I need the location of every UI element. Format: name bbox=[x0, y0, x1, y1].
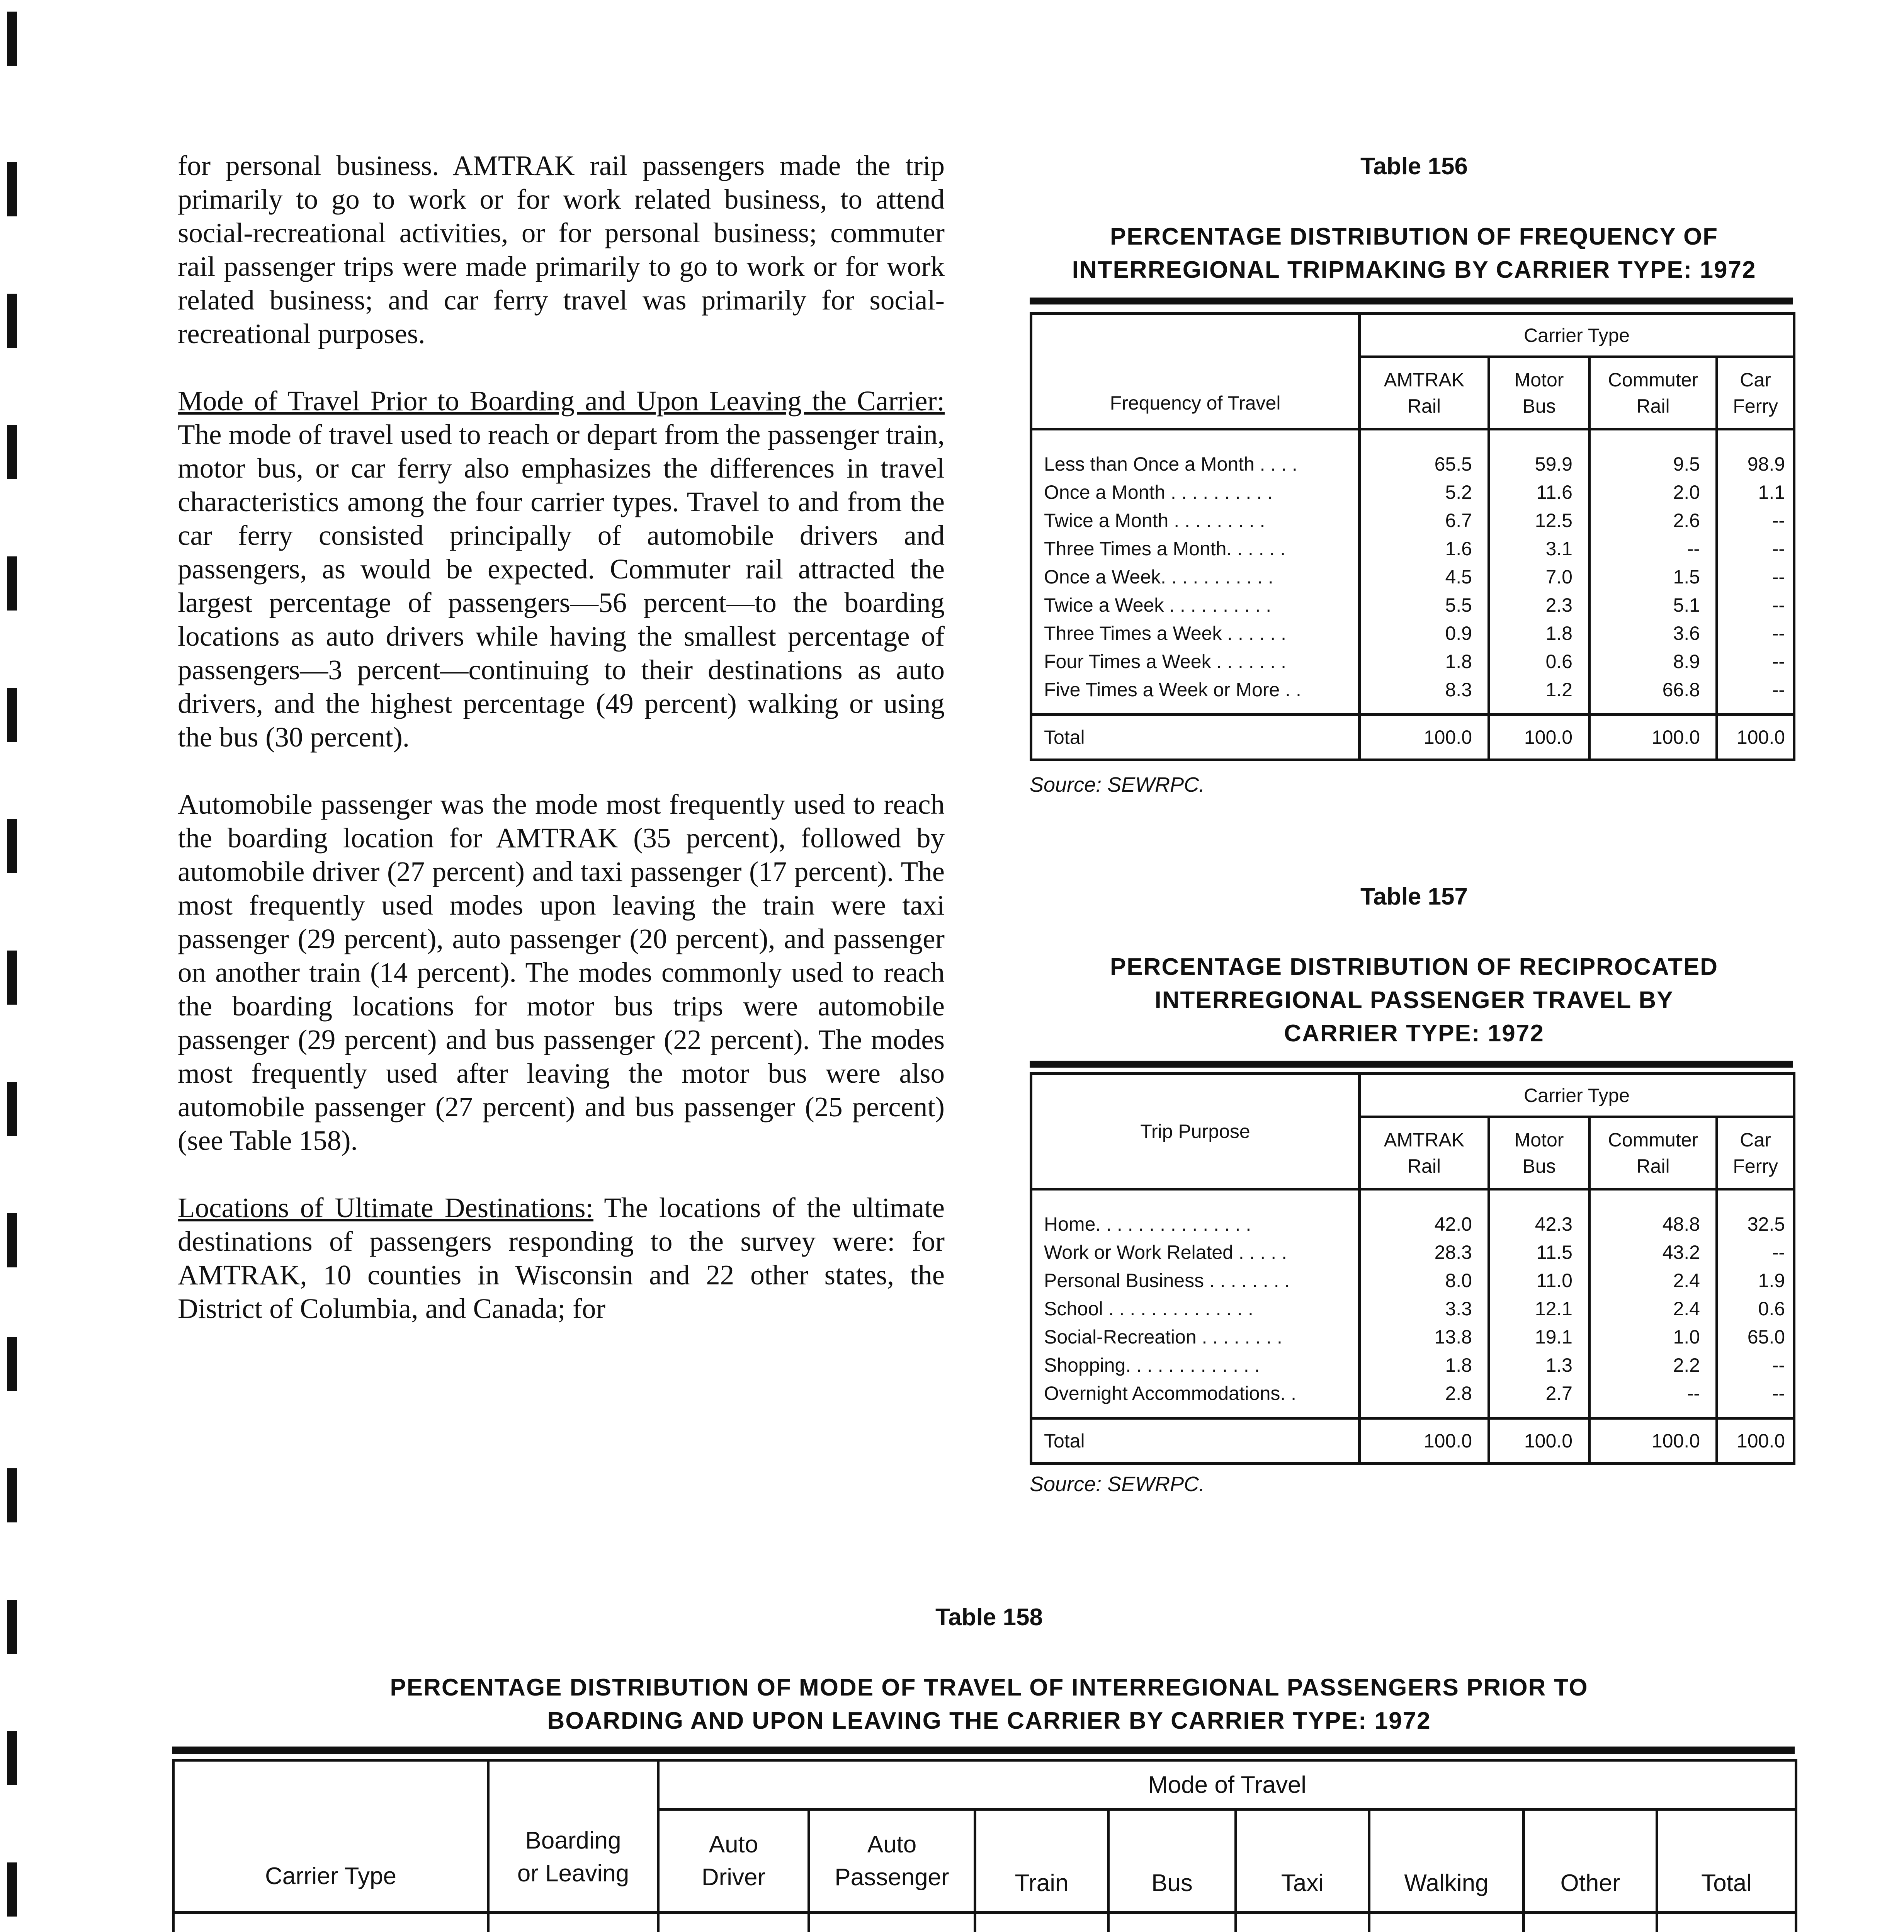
table156-total-cell: 100.0 bbox=[1360, 715, 1489, 760]
table157-row bbox=[1031, 1189, 1794, 1238]
table156-row bbox=[1031, 563, 1794, 591]
table158-boarding-leaving-cell bbox=[488, 1913, 658, 1932]
table156-title-line2: INTERREGIONAL TRIPMAKING BY CARRIER TYPE: 1972 bbox=[1072, 257, 1756, 283]
table157-group-header: Carrier Type bbox=[1360, 1074, 1794, 1117]
table157-col-car-ferry bbox=[1717, 1117, 1794, 1189]
table156 bbox=[1030, 312, 1795, 761]
paragraph-mode-of-travel bbox=[178, 384, 945, 754]
table157-cell: 12.1 bbox=[1489, 1294, 1590, 1323]
table157-row-header bbox=[1031, 1074, 1360, 1189]
table156-row bbox=[1031, 591, 1794, 619]
table156-row bbox=[1031, 534, 1794, 563]
table158-col-train-text: Train bbox=[1015, 1870, 1069, 1896]
table156-cell: -- bbox=[1717, 647, 1794, 675]
table158-col-boarding-b: or Leaving bbox=[517, 1860, 629, 1887]
table157-total-label: Total bbox=[1031, 1418, 1360, 1464]
table157-row-label: Personal Business . . . . . . . . bbox=[1044, 1269, 1290, 1291]
table157-col-car-ferry-b: Ferry bbox=[1733, 1155, 1778, 1177]
table157-cell: -- bbox=[1590, 1379, 1717, 1418]
table158-col-taxi-text: Taxi bbox=[1281, 1870, 1324, 1896]
table157-title-line3: CARRIER TYPE: 1972 bbox=[1284, 1020, 1544, 1047]
body-text-column bbox=[178, 149, 945, 1359]
table157-cell: 32.5 bbox=[1717, 1189, 1794, 1238]
table157-cell: 11.5 bbox=[1489, 1238, 1590, 1266]
table156-total-cell: 100.0 bbox=[1590, 715, 1717, 760]
table156-col-commuter-rail bbox=[1590, 357, 1717, 429]
binder-mark bbox=[7, 688, 17, 742]
table158-col-total-text: Total bbox=[1701, 1870, 1752, 1896]
table157-title bbox=[1028, 951, 1800, 1050]
table156-col-amtrak-b: Rail bbox=[1407, 395, 1441, 417]
table156-cell: -- bbox=[1590, 534, 1717, 563]
table157-col-commuter-rail-a: Commuter bbox=[1608, 1129, 1698, 1151]
table156-col-car-ferry-a: Car bbox=[1740, 369, 1771, 391]
table156-total-cell: 100.0 bbox=[1717, 715, 1794, 760]
heading-mode-of-travel: Mode of Travel Prior to Boarding and Upon Leaving the Carrier: bbox=[178, 385, 945, 417]
table157-row bbox=[1031, 1266, 1794, 1294]
binder-mark bbox=[7, 1731, 17, 1785]
table157-col-amtrak-b: Rail bbox=[1407, 1155, 1441, 1177]
table157-col-car-ferry-a: Car bbox=[1740, 1129, 1771, 1151]
table157-title-line1: PERCENTAGE DISTRIBUTION OF RECIPROCATED bbox=[1110, 954, 1719, 980]
table158-col-auto-driver-a: Auto bbox=[709, 1831, 758, 1858]
table158-col-bus bbox=[1108, 1810, 1236, 1913]
table156-row-label: Less than Once a Month . . . . bbox=[1044, 453, 1297, 475]
table157-row bbox=[1031, 1323, 1794, 1351]
table156-cell: 65.5 bbox=[1360, 429, 1489, 478]
table156-row-label: Twice a Week . . . . . . . . . . bbox=[1044, 594, 1272, 616]
table156-cell: 9.5 bbox=[1590, 429, 1717, 478]
table156-cell: 1.8 bbox=[1360, 647, 1489, 675]
binder-mark bbox=[7, 556, 17, 611]
table156-cell: 3.6 bbox=[1590, 619, 1717, 647]
table158-col-taxi bbox=[1236, 1810, 1369, 1913]
table156-cell: 5.5 bbox=[1360, 591, 1489, 619]
table156-cell: -- bbox=[1717, 591, 1794, 619]
table157-cell: -- bbox=[1717, 1379, 1794, 1418]
table157-row-header-text: Trip Purpose bbox=[1140, 1121, 1250, 1142]
table158-top-rule bbox=[172, 1747, 1795, 1754]
binder-mark bbox=[7, 294, 17, 348]
table156-row-label: Three Times a Month. . . . . . bbox=[1044, 537, 1286, 560]
table157-cell: 3.3 bbox=[1360, 1294, 1489, 1323]
table156-number: Table 156 bbox=[1360, 153, 1468, 180]
table156-cell: 4.5 bbox=[1360, 563, 1489, 591]
table157-row-label: Home. . . . . . . . . . . . . . . bbox=[1044, 1213, 1251, 1235]
table156-col-amtrak bbox=[1360, 357, 1489, 429]
table157-row-label: Shopping. . . . . . . . . . . . . bbox=[1044, 1354, 1260, 1376]
table156-cell: 1.5 bbox=[1590, 563, 1717, 591]
table157-cell: 2.4 bbox=[1590, 1266, 1717, 1294]
table156-cell: 0.6 bbox=[1489, 647, 1590, 675]
table158-col-other-text: Other bbox=[1560, 1870, 1620, 1896]
table157-cell: 1.9 bbox=[1717, 1266, 1794, 1294]
table158-group-header: Mode of Travel bbox=[658, 1760, 1796, 1810]
table156-cell: 66.8 bbox=[1590, 675, 1717, 715]
table157-col-amtrak bbox=[1360, 1117, 1489, 1189]
table156-cell: 3.1 bbox=[1489, 534, 1590, 563]
table158-title bbox=[174, 1671, 1804, 1738]
table156-cell: 1.6 bbox=[1360, 534, 1489, 563]
table156-col-motor-bus-a: Motor bbox=[1514, 369, 1564, 391]
table157-cell: 42.0 bbox=[1360, 1189, 1489, 1238]
table157-cell: 2.4 bbox=[1590, 1294, 1717, 1323]
binder-mark bbox=[7, 12, 17, 66]
table156-row-header-text: Frequency of Travel bbox=[1110, 392, 1281, 414]
table157-row-label: Overnight Accommodations. . bbox=[1044, 1382, 1297, 1404]
table156-cell: 5.2 bbox=[1360, 478, 1489, 506]
table157-cell: 43.2 bbox=[1590, 1238, 1717, 1266]
table158-col-auto-driver-b: Driver bbox=[701, 1864, 766, 1891]
heading-ultimate-destinations: Locations of Ultimate Destinations: bbox=[178, 1192, 593, 1223]
paragraph-ultimate-destinations bbox=[178, 1191, 945, 1325]
table157-cell: 65.0 bbox=[1717, 1323, 1794, 1351]
table158-col-train bbox=[975, 1810, 1108, 1913]
table158-carrier-cell bbox=[173, 1913, 488, 1932]
table157-source: Source: SEWRPC. bbox=[1030, 1473, 1205, 1496]
table156-title-line1: PERCENTAGE DISTRIBUTION OF FREQUENCY OF bbox=[1110, 223, 1719, 250]
table157-cell: 2.2 bbox=[1590, 1351, 1717, 1379]
table156-row bbox=[1031, 478, 1794, 506]
table157-number: Table 157 bbox=[1360, 883, 1468, 910]
table156-cell: 2.0 bbox=[1590, 478, 1717, 506]
binder-mark bbox=[7, 1213, 17, 1267]
table158-col-auto-passenger-b: Passenger bbox=[835, 1864, 949, 1891]
table156-cell: 59.9 bbox=[1489, 429, 1590, 478]
table156-col-commuter-rail-a: Commuter bbox=[1608, 369, 1698, 391]
table157-cell: 2.7 bbox=[1489, 1379, 1590, 1418]
mode-of-travel-body: The mode of travel used to reach or depart from the passenger train, motor bus, or car ferry also emphasizes the differences in travel characteristics among the four carrier types. Travel to and from the car ferry consisted principally of automobile drivers and passengers, as would be expected. Commuter rail attracted the largest percentage of passengers—56 percent—to the boarding locations as auto drivers while having the smallest percentage of passengers—3 percent—continuing to their destinations as auto drivers, and the highest percentage (49 percent) walking or using the bus (30 percent). bbox=[178, 419, 945, 753]
table158-col-other bbox=[1524, 1810, 1657, 1913]
table156-cell: 8.9 bbox=[1590, 647, 1717, 675]
table157-cell: 11.0 bbox=[1489, 1266, 1590, 1294]
table157-cell: 42.3 bbox=[1489, 1189, 1590, 1238]
table157-col-motor-bus-a: Motor bbox=[1514, 1129, 1564, 1151]
table156-cell: -- bbox=[1717, 534, 1794, 563]
binder-mark bbox=[7, 1337, 17, 1391]
table156-row bbox=[1031, 647, 1794, 675]
table157-col-commuter-rail-b: Rail bbox=[1636, 1155, 1670, 1177]
table158-number: Table 158 bbox=[935, 1604, 1043, 1631]
binder-mark bbox=[7, 162, 17, 216]
table157-cell: -- bbox=[1717, 1351, 1794, 1379]
binder-mark bbox=[7, 819, 17, 873]
table156-col-car-ferry bbox=[1717, 357, 1794, 429]
table158-col-bus-text: Bus bbox=[1151, 1870, 1193, 1896]
table156-col-motor-bus-b: Bus bbox=[1522, 395, 1556, 417]
table156-row bbox=[1031, 429, 1794, 478]
table156-col-commuter-rail-b: Rail bbox=[1636, 395, 1670, 417]
table156-row bbox=[1031, 675, 1794, 715]
table157-row-label: Work or Work Related . . . . . bbox=[1044, 1241, 1287, 1263]
table156-row-label: Twice a Month . . . . . . . . . bbox=[1044, 509, 1265, 531]
table157-row bbox=[1031, 1238, 1794, 1266]
table156-col-car-ferry-b: Ferry bbox=[1733, 395, 1778, 417]
table158-cell bbox=[1369, 1913, 1524, 1932]
table156-col-amtrak-a: AMTRAK bbox=[1384, 369, 1465, 391]
table157-row bbox=[1031, 1379, 1794, 1418]
binder-mark bbox=[7, 1082, 17, 1136]
table156-cell: 1.1 bbox=[1717, 478, 1794, 506]
table156-row-label: Once a Month . . . . . . . . . . bbox=[1044, 481, 1273, 503]
table156-row bbox=[1031, 506, 1794, 534]
table156-total-label: Total bbox=[1031, 715, 1360, 760]
table156-group-header: Carrier Type bbox=[1360, 314, 1794, 357]
table156-cell: 12.5 bbox=[1489, 506, 1590, 534]
table158-col-total bbox=[1657, 1810, 1796, 1913]
table156-cell: 2.6 bbox=[1590, 506, 1717, 534]
table157-total-cell: 100.0 bbox=[1717, 1418, 1794, 1464]
table157-cell: 1.3 bbox=[1489, 1351, 1590, 1379]
table157-cell: 1.0 bbox=[1590, 1323, 1717, 1351]
table158-row bbox=[173, 1913, 1796, 1932]
table156-cell: -- bbox=[1717, 563, 1794, 591]
table156-total-cell: 100.0 bbox=[1489, 715, 1590, 760]
table157-row bbox=[1031, 1351, 1794, 1379]
table158-cell bbox=[1108, 1913, 1236, 1932]
table158-cell bbox=[975, 1913, 1108, 1932]
table156-cell: 98.9 bbox=[1717, 429, 1794, 478]
table158-col-auto-passenger bbox=[809, 1810, 975, 1913]
table158-cell bbox=[1524, 1913, 1657, 1932]
table157-row-label: School . . . . . . . . . . . . . . bbox=[1044, 1298, 1253, 1320]
table158-col-carrier-type-text: Carrier Type bbox=[265, 1863, 396, 1889]
table158-cell bbox=[1657, 1913, 1796, 1932]
table158-col-boarding-a: Boarding bbox=[525, 1827, 621, 1854]
binder-mark bbox=[7, 1468, 17, 1522]
table156-row-label: Once a Week. . . . . . . . . . . bbox=[1044, 566, 1273, 588]
table156-cell: -- bbox=[1717, 675, 1794, 715]
binder-mark bbox=[7, 1862, 17, 1917]
binder-mark bbox=[7, 951, 17, 1005]
table158-title-line1: PERCENTAGE DISTRIBUTION OF MODE OF TRAVEL OF INTERREGIONAL PASSENGERS PRIOR TO bbox=[390, 1674, 1588, 1701]
table156-source: Source: SEWRPC. bbox=[1030, 773, 1205, 796]
table156-row-label: Five Times a Week or More . . bbox=[1044, 679, 1301, 701]
table156-col-motor-bus bbox=[1489, 357, 1590, 429]
table156-cell: 5.1 bbox=[1590, 591, 1717, 619]
paragraph-automobile-passenger: Automobile passenger was the mode most frequently used to reach the boarding location for AMTRAK (35 percent), followed by automobile driver (27 percent) and taxi passenger (17 percent). The most frequently used modes upon leaving the train were taxi passenger (29 percent), auto passenger (20 percent), and passenger on another train (14 percent). The modes commonly used to reach the boarding locations for motor bus trips were automobile passenger (29 percent) and bus passenger (22 percent). The modes most frequently used after leaving the motor bus were also automobile passenger (27 percent) and bus passenger (25 percent) (see Table 158). bbox=[178, 789, 945, 1156]
table158-col-carrier-type bbox=[173, 1760, 488, 1913]
table156-cell: 7.0 bbox=[1489, 563, 1590, 591]
table157-row bbox=[1031, 1294, 1794, 1323]
table156-title bbox=[1028, 220, 1800, 287]
table158-cell bbox=[658, 1913, 809, 1932]
table157-total-cell: 100.0 bbox=[1489, 1418, 1590, 1464]
table157-col-motor-bus bbox=[1489, 1117, 1590, 1189]
table158-col-walking-text: Walking bbox=[1404, 1870, 1489, 1896]
table157-cell: 1.8 bbox=[1360, 1351, 1489, 1379]
table157-title-line2: INTERREGIONAL PASSENGER TRAVEL BY bbox=[1154, 987, 1674, 1014]
table157 bbox=[1030, 1072, 1795, 1465]
table157-cell: 28.3 bbox=[1360, 1238, 1489, 1266]
binder-mark bbox=[7, 1600, 17, 1654]
table157-cell: 0.6 bbox=[1717, 1294, 1794, 1323]
table158-col-auto-driver bbox=[658, 1810, 809, 1913]
table156-cell: -- bbox=[1717, 506, 1794, 534]
table158-cell bbox=[1236, 1913, 1369, 1932]
table157-total-cell: 100.0 bbox=[1360, 1418, 1489, 1464]
table156-cell: 11.6 bbox=[1489, 478, 1590, 506]
table156-row-label: Three Times a Week . . . . . . bbox=[1044, 622, 1287, 644]
table156-cell: -- bbox=[1717, 619, 1794, 647]
table158-col-auto-passenger-a: Auto bbox=[867, 1831, 917, 1858]
table156-cell: 0.9 bbox=[1360, 619, 1489, 647]
table157-cell: 13.8 bbox=[1360, 1323, 1489, 1351]
table158-cell bbox=[809, 1913, 975, 1932]
table156-cell: 6.7 bbox=[1360, 506, 1489, 534]
table156-cell: 1.2 bbox=[1489, 675, 1590, 715]
paragraph-personal-business: for personal business. AMTRAK rail passengers made the trip primarily to go to work or for work related business, to attend social-recreational activities, or for personal business; commuter rail passenger trips were made primarily to go to work or for work related business; and car ferry travel was primarily for social-recreational purposes. bbox=[178, 150, 945, 349]
table157-top-rule bbox=[1030, 1061, 1793, 1068]
table157-row-label: Social-Recreation . . . . . . . . bbox=[1044, 1326, 1282, 1348]
table157-col-motor-bus-b: Bus bbox=[1522, 1155, 1556, 1177]
table157-total-cell: 100.0 bbox=[1590, 1418, 1717, 1464]
table157-cell: 2.8 bbox=[1360, 1379, 1489, 1418]
table157-cell: 19.1 bbox=[1489, 1323, 1590, 1351]
table156-row bbox=[1031, 619, 1794, 647]
table157-col-commuter-rail bbox=[1590, 1117, 1717, 1189]
table156-cell: 2.3 bbox=[1489, 591, 1590, 619]
table156-row-label: Four Times a Week . . . . . . . bbox=[1044, 650, 1287, 672]
table158 bbox=[172, 1759, 1797, 1932]
table158-title-line2: BOARDING AND UPON LEAVING THE CARRIER BY CARRIER TYPE: 1972 bbox=[547, 1708, 1431, 1734]
ultimate-destinations-body: The locations of the ultimate destinations of passengers responding to the survey were: for AMTRAK, 10 counties in Wisconsin and 22 other states, the District of Columbia, and Canada; for bbox=[178, 1192, 945, 1324]
table157-cell: 48.8 bbox=[1590, 1189, 1717, 1238]
table157-col-amtrak-a: AMTRAK bbox=[1384, 1129, 1465, 1151]
table158-col-boarding-leaving bbox=[488, 1760, 658, 1913]
table156-cell: 1.8 bbox=[1489, 619, 1590, 647]
table156-cell: 8.3 bbox=[1360, 675, 1489, 715]
table158-col-walking bbox=[1369, 1810, 1524, 1913]
table157-cell: -- bbox=[1717, 1238, 1794, 1266]
table156-row-header bbox=[1031, 314, 1360, 429]
table157-cell: 8.0 bbox=[1360, 1266, 1489, 1294]
binder-mark bbox=[7, 425, 17, 479]
table156-top-rule bbox=[1030, 298, 1793, 304]
